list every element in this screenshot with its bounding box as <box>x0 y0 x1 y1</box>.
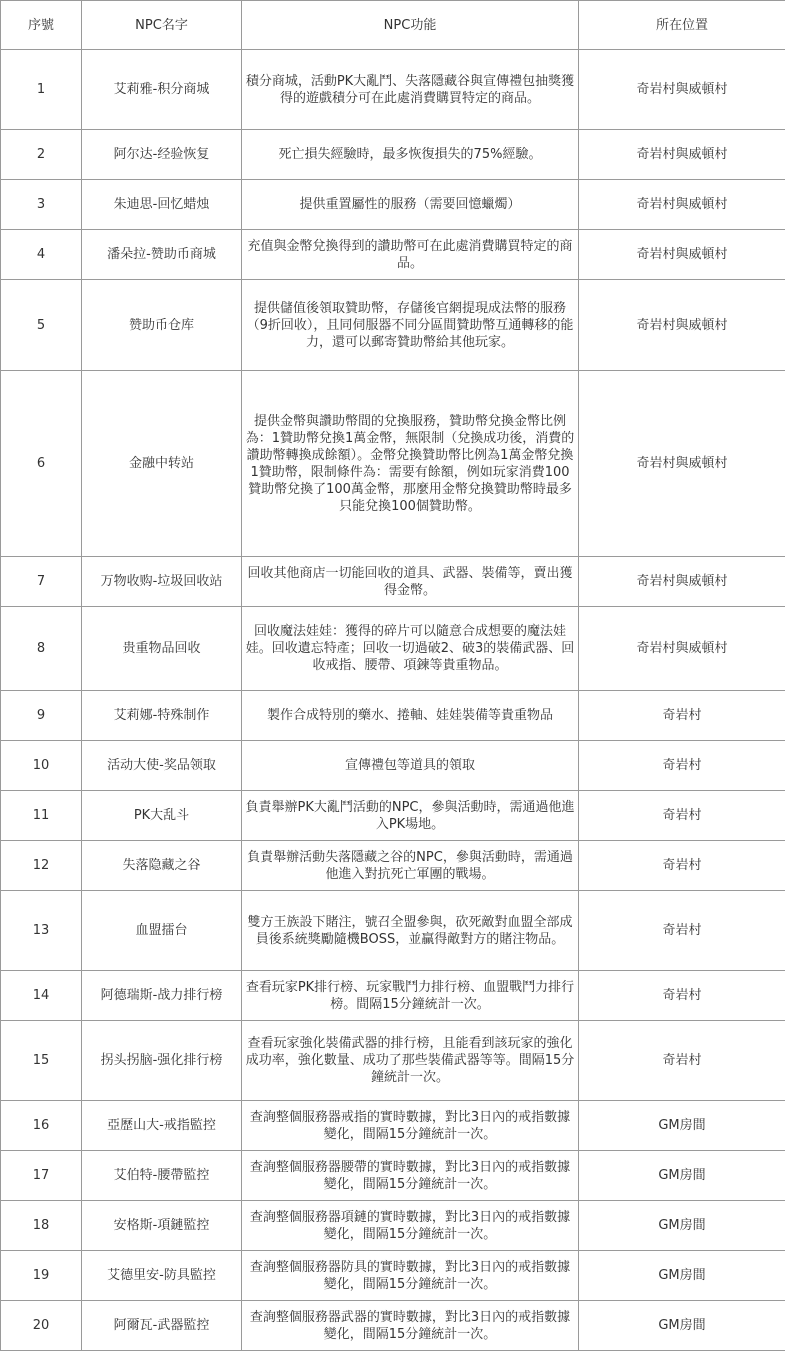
table-row <box>1 557 785 607</box>
row-id-cell: 1 <box>1 50 82 130</box>
row-name-cell: 血盟擂台 <box>82 891 242 971</box>
row-function-cell: 雙方王族設下賭注，號召全盟參與，砍死敵對血盟全部成員後系統獎勵隨機BOSS，並贏得敵對方的賭注物品。 <box>242 891 579 971</box>
table-row <box>1 371 785 557</box>
row-location-cell: GM房間 <box>579 1301 785 1351</box>
row-name-cell: 朱迪思-回忆蜡烛 <box>82 180 242 230</box>
row-location-cell: 奇岩村與威頓村 <box>579 607 785 691</box>
row-name-cell: 阿德瑞斯-战力排行榜 <box>82 971 242 1021</box>
table-row <box>1 50 785 130</box>
table-row <box>1 1301 785 1351</box>
row-name-cell: 阿尔达-经验恢复 <box>82 130 242 180</box>
row-function-cell: 查詢整個服務器武器的實時數據，對比3日內的戒指數據變化，間隔15分鐘統計一次。 <box>242 1301 579 1351</box>
row-id-cell: 13 <box>1 891 82 971</box>
row-function-cell: 查看玩家強化裝備武器的排行榜，且能看到該玩家的強化成功率，強化數量、成功了那些裝備武器等等。間隔15分鐘統計一次。 <box>242 1021 579 1101</box>
row-name-cell: 艾伯特-腰帶監控 <box>82 1151 242 1201</box>
row-id-cell: 17 <box>1 1151 82 1201</box>
row-function-cell: 提供重置屬性的服務（需要回憶蠟燭） <box>242 180 579 230</box>
row-function-cell: 宣傳禮包等道具的領取 <box>242 741 579 791</box>
row-function-cell: 查詢整個服務器項鏈的實時數據，對比3日內的戒指數據變化，間隔15分鐘統計一次。 <box>242 1201 579 1251</box>
row-location-cell: 奇岩村 <box>579 971 785 1021</box>
row-name-cell: 亞歷山大-戒指監控 <box>82 1101 242 1151</box>
row-function-cell: 充值與金幣兌換得到的讚助幣可在此處消費購買特定的商品。 <box>242 230 579 280</box>
header-row <box>1 1 785 50</box>
row-name-cell: 阿爾瓦-武器監控 <box>82 1301 242 1351</box>
table-row <box>1 180 785 230</box>
table-row <box>1 1251 785 1301</box>
table-row <box>1 1201 785 1251</box>
table-row <box>1 1101 785 1151</box>
table-row <box>1 971 785 1021</box>
table-row <box>1 607 785 691</box>
row-name-cell: 贵重物品回收 <box>82 607 242 691</box>
table-row <box>1 280 785 371</box>
row-id-cell: 16 <box>1 1101 82 1151</box>
table-row <box>1 891 785 971</box>
header-name: NPC名字 <box>82 1 242 50</box>
row-id-cell: 11 <box>1 791 82 841</box>
row-function-cell: 查詢整個服務器腰帶的實時數據，對比3日內的戒指數據變化，間隔15分鐘統計一次。 <box>242 1151 579 1201</box>
row-name-cell: 万物收购-垃圾回收站 <box>82 557 242 607</box>
table-row <box>1 741 785 791</box>
table-row <box>1 841 785 891</box>
row-id-cell: 9 <box>1 691 82 741</box>
row-function-cell: 提供金幣與讚助幣間的兌換服務，贊助幣兌換金幣比例為：1贊助幣兌換1萬金幣，無限制（兌換成功後，消費的讚助幣轉換成餘額）。金幣兌換贊助幣比例為1萬金幣兌換1贊助幣，限制條件為：需要有餘額，例如玩家消費100贊助幣兌換了100萬金幣，那麼用金幣兌換贊助幣時最多只能兌換100個贊助幣。 <box>242 371 579 557</box>
header-location: 所在位置 <box>579 1 785 50</box>
row-function-cell: 回收魔法娃娃：獲得的碎片可以隨意合成想要的魔法娃娃。回收遺忘特產；回收一切過破2、破3的裝備武器、回收戒指、腰帶、項鍊等貴重物品。 <box>242 607 579 691</box>
header-function: NPC功能 <box>242 1 579 50</box>
row-function-cell: 製作合成特別的藥水、捲軸、娃娃裝備等貴重物品 <box>242 691 579 741</box>
row-name-cell: 拐头拐脑-强化排行榜 <box>82 1021 242 1101</box>
row-id-cell: 12 <box>1 841 82 891</box>
row-name-cell: PK大乱斗 <box>82 791 242 841</box>
table-row <box>1 791 785 841</box>
row-name-cell: 失落隐藏之谷 <box>82 841 242 891</box>
row-function-cell: 查詢整個服務器戒指的實時數據，對比3日內的戒指數據變化，間隔15分鐘統計一次。 <box>242 1101 579 1151</box>
row-id-cell: 10 <box>1 741 82 791</box>
row-function-cell: 負責舉辦PK大亂鬥活動的NPC，參與活動時，需通過他進入PK場地。 <box>242 791 579 841</box>
row-location-cell: GM房間 <box>579 1101 785 1151</box>
table-row <box>1 1021 785 1101</box>
table-row <box>1 1151 785 1201</box>
table-row <box>1 230 785 280</box>
table-row <box>1 130 785 180</box>
row-location-cell: 奇岩村與威頓村 <box>579 180 785 230</box>
row-function-cell: 查詢整個服務器防具的實時數據，對比3日內的戒指數據變化，間隔15分鐘統計一次。 <box>242 1251 579 1301</box>
row-location-cell: 奇岩村 <box>579 841 785 891</box>
row-location-cell: 奇岩村與威頓村 <box>579 371 785 557</box>
row-id-cell: 14 <box>1 971 82 1021</box>
row-id-cell: 6 <box>1 371 82 557</box>
row-location-cell: 奇岩村 <box>579 891 785 971</box>
row-name-cell: 艾德里安-防具監控 <box>82 1251 242 1301</box>
header-id: 序號 <box>1 1 82 50</box>
table-body <box>1 50 785 1351</box>
row-id-cell: 8 <box>1 607 82 691</box>
row-function-cell: 負責舉辦活動失落隱藏之谷的NPC，參與活動時，需通過他進入對抗死亡軍團的戰場。 <box>242 841 579 891</box>
row-id-cell: 7 <box>1 557 82 607</box>
row-location-cell: 奇岩村與威頓村 <box>579 50 785 130</box>
row-id-cell: 2 <box>1 130 82 180</box>
row-function-cell: 查看玩家PK排行榜、玩家戰鬥力排行榜、血盟戰鬥力排行榜。間隔15分鐘統計一次。 <box>242 971 579 1021</box>
row-function-cell: 死亡損失經驗時，最多恢復損失的75%經驗。 <box>242 130 579 180</box>
row-function-cell: 積分商城，活動PK大亂鬥、失落隱藏谷與宣傳禮包抽獎獲得的遊戲積分可在此處消費購買特定的商品。 <box>242 50 579 130</box>
row-id-cell: 19 <box>1 1251 82 1301</box>
row-location-cell: GM房間 <box>579 1151 785 1201</box>
row-function-cell: 提供儲值後領取贊助幣，存儲後官網提現成法幣的服務（9折回收），且同伺服器不同分區間贊助幣互通轉移的能力，還可以郵寄贊助幣給其他玩家。 <box>242 280 579 371</box>
table-row <box>1 691 785 741</box>
row-name-cell: 艾莉娜-特殊制作 <box>82 691 242 741</box>
row-location-cell: 奇岩村 <box>579 741 785 791</box>
row-name-cell: 艾莉雅-积分商城 <box>82 50 242 130</box>
row-location-cell: 奇岩村 <box>579 1021 785 1101</box>
row-location-cell: GM房間 <box>579 1251 785 1301</box>
row-id-cell: 20 <box>1 1301 82 1351</box>
row-name-cell: 安格斯-項鏈監控 <box>82 1201 242 1251</box>
row-id-cell: 3 <box>1 180 82 230</box>
row-function-cell: 回收其他商店一切能回收的道具、武器、裝備等，賣出獲得金幣。 <box>242 557 579 607</box>
row-location-cell: 奇岩村 <box>579 791 785 841</box>
row-name-cell: 活动大使-奖品领取 <box>82 741 242 791</box>
row-location-cell: 奇岩村與威頓村 <box>579 280 785 371</box>
row-id-cell: 15 <box>1 1021 82 1101</box>
row-location-cell: 奇岩村與威頓村 <box>579 557 785 607</box>
row-location-cell: 奇岩村與威頓村 <box>579 230 785 280</box>
row-id-cell: 18 <box>1 1201 82 1251</box>
row-location-cell: 奇岩村 <box>579 691 785 741</box>
row-location-cell: 奇岩村與威頓村 <box>579 130 785 180</box>
row-id-cell: 5 <box>1 280 82 371</box>
row-name-cell: 赞助币仓库 <box>82 280 242 371</box>
row-location-cell: GM房間 <box>579 1201 785 1251</box>
row-name-cell: 金融中转站 <box>82 371 242 557</box>
row-id-cell: 4 <box>1 230 82 280</box>
row-name-cell: 潘朵拉-赞助币商城 <box>82 230 242 280</box>
